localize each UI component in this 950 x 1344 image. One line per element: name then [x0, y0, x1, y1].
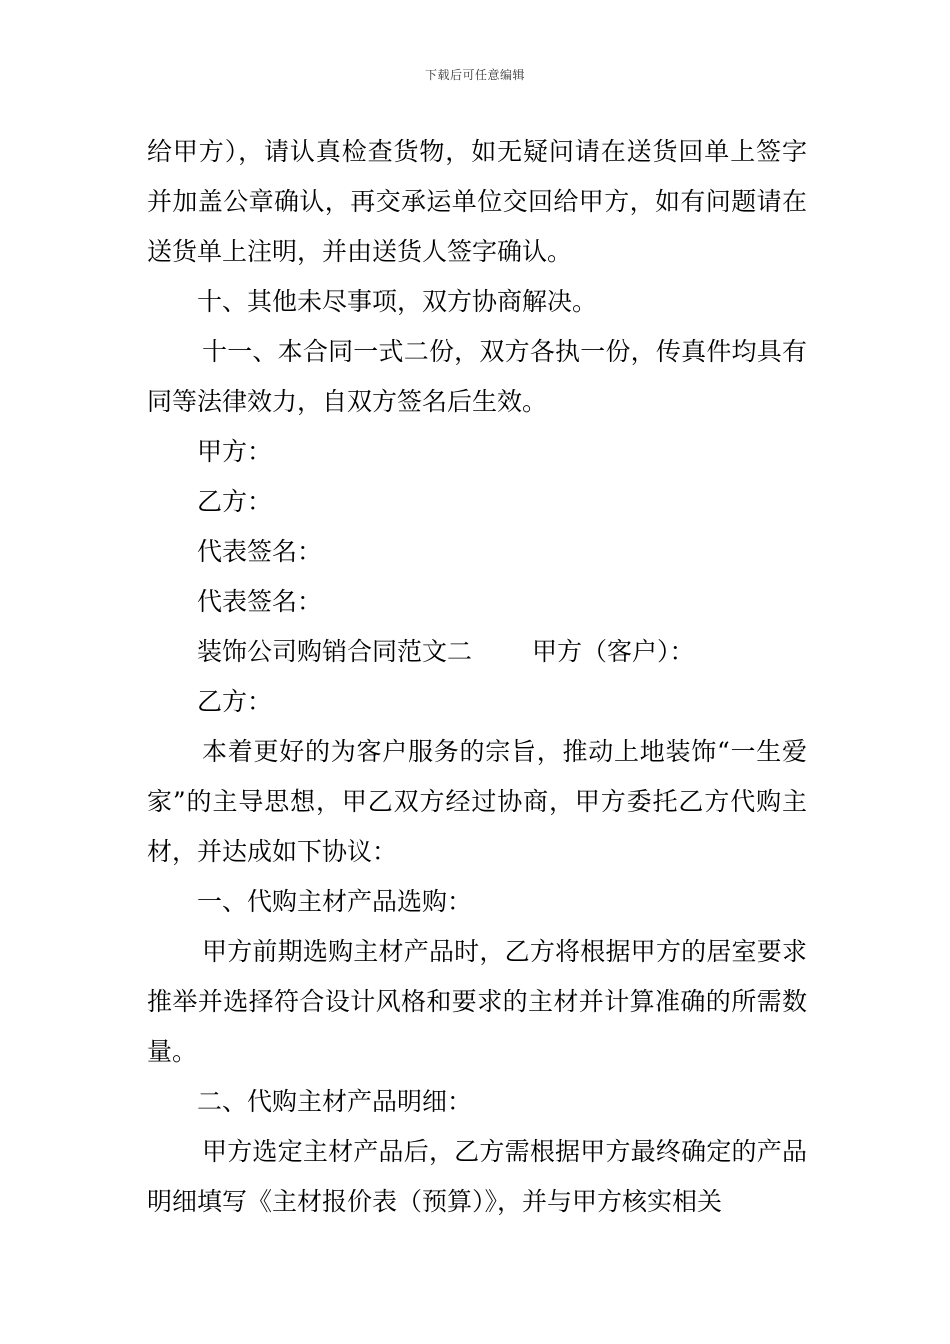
section-1-body: 甲方前期选购主材产品时，乙方将根据甲方的居室要求推举并选择符合设计风格和要求的主材并计算准确的所需数量。: [147, 937, 807, 1066]
clause-11: 十一、本合同一式二份，双方各执一份，传真件均具有同等法律效力，自双方签名后生效。: [147, 337, 807, 416]
second-contract-title-line: [147, 627, 807, 677]
document-body: [147, 127, 807, 1227]
section-2-body: 甲方选定主材产品后，乙方需根据甲方最终确定的产品明细填写《主材报价表（预算）》，并与甲方核实相关: [147, 1137, 807, 1216]
party-a-customer-label: 甲方（客户）：: [532, 637, 695, 666]
party-b-label: 乙方：: [197, 687, 273, 716]
party-b-label: 乙方：: [197, 487, 273, 516]
page-header: 下载后可任意编辑: [424, 68, 525, 82]
preamble-paragraph: 本着更好的为客户服务的宗旨，推动上地装饰“一生爱家”的主导思想，甲乙双方经过协商，甲方委托乙方代购主材，并达成如下协议：: [147, 737, 807, 866]
second-contract-title: 装饰公司购销合同范文二: [197, 637, 473, 666]
party-a-label: 甲方：: [197, 437, 273, 466]
section-1-heading: 一、代购主材产品选购：: [197, 887, 473, 916]
paragraph-continuation: 给甲方），请认真检查货物，如无疑问请在送货回单上签字并加盖公章确认，再交承运单位交回给甲方，如有问题请在送货单上注明，并由送货人签字确认。: [147, 137, 807, 266]
clause-10: 十、其他未尽事项，双方协商解决。: [197, 287, 598, 316]
section-2-heading: 二、代购主材产品明细：: [197, 1087, 473, 1116]
representative-signature-label: 代表签名：: [197, 537, 323, 566]
representative-signature-label: 代表签名：: [197, 587, 323, 616]
